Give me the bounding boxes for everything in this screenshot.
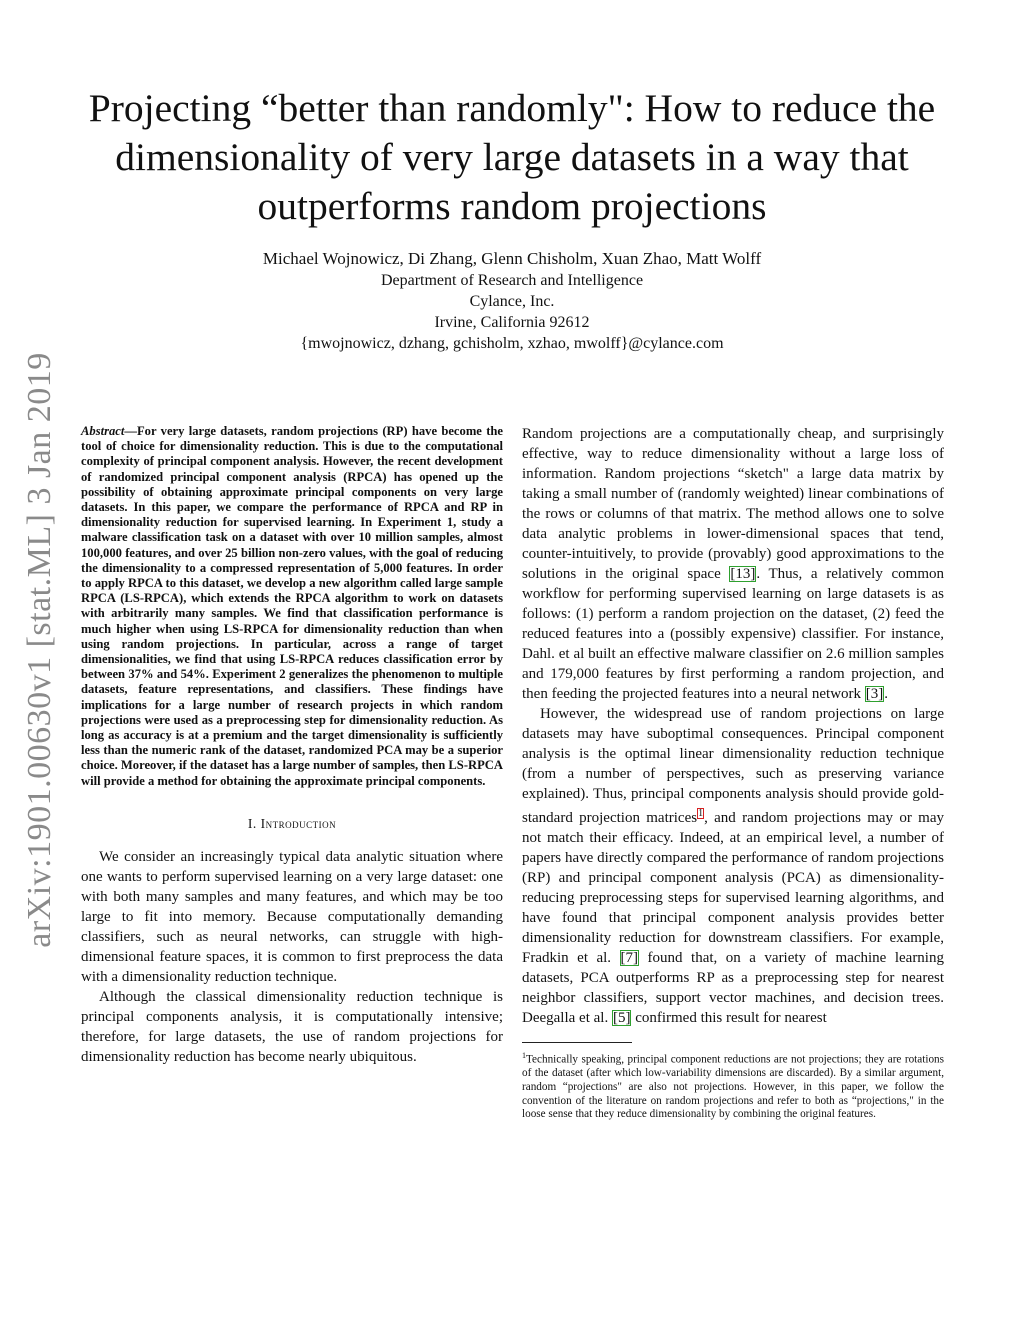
footnote-number: 1 (522, 1051, 526, 1060)
body-text: However, the widespread use of random projections on large datasets may have suboptimal consequences. Principal component analysis is the optimal linear dimensionality reduction technique (from a number of perspectives, such as preserving variance explained). Thus, principal components analysis should provide gold-standard projection matrices (522, 706, 944, 826)
body-text: . (884, 686, 889, 702)
body-text: Random projections are a computationally cheap, and surprisingly effective, way to reduce dimensionality without a large loss of information. Random projections “sketch" a large data matrix by taking a small number of (randomly weighted) linear combinations of the rows or columns of that matrix. The method allows one to solve data analytic problems in lower-dimensional spaces that tend, counter-intuitively, to provide (provably) good approximations to the solutions in the original space (522, 426, 944, 582)
affiliation-location: Irvine, California 92612 (434, 314, 590, 331)
section-number: I. (247, 815, 257, 831)
section-title: Introduction (260, 815, 337, 831)
citation-link-7[interactable]: [7] (620, 950, 639, 966)
body-text: confirmed this result for nearest (631, 1010, 827, 1026)
footnote-1 (522, 1049, 944, 1122)
abstract-text: For very large datasets, random projections (RP) have become the tool of choice for dimensionality reduction. This is due to the computational complexity of principal component analysis. However, the recent development of randomized principal component analysis (RPCA) has opened up the possibility of obtaining approximate principal components on very large datasets. In this paper, we compare the performance of RPCA and RP in dimensionality reduction for supervised learning. In Experiment 1, study a malware classification task on a dataset with over 10 million samples, almost 100,000 features, and over 25 billion non-zero values, with the goal of reducing the dimensionality to a compressed representation of 5,000 features. In order to apply RPCA to this dataset, we develop a new algorithm called large sample RPCA (LS-RPCA), which extends the RPCA algorithm to work on datasets with arbitrarily many samples. We find that classification performance is much higher when using LS-RPCA for dimensionality reduction than when using random projections. In particular, across a range of target dimensionalities, we find that using LS-RPCA reduces classification error by between 37% and 54%. Experiment 2 generalizes the phenomenon to multiple datasets, feature representations, and classifiers. These findings have implications for a large number of research projects in which random projections were used as a preprocessing step for dimensionality reduction. As long as accuracy is at a premium and the target dimensionality is sufficiently less than the numeric rank of the dataset, randomized PCA may be a superior choice. Moreover, if the dataset has a large number of samples, then LS-RPCA will provide a method for obtaining the approximate principal components. (81, 424, 503, 788)
abstract (81, 424, 503, 789)
citation-link-3[interactable]: [3] (865, 686, 884, 702)
section-heading-introduction (81, 815, 503, 833)
intro-paragraph-2: Although the classical dimensionality reduction technique is principal components analysis, it is computationally intensive; therefore, for large datasets, the use of random projections for dimensionality reduction has become nearly ubiquitous. (81, 988, 503, 1065)
paper-title: Projecting “better than randomly": How to reduce the dimensionality of very large datasets in a way that outperforms random projections (88, 86, 936, 228)
footnote-text: Technically speaking, principal component reductions are not projections; they are rotations of the dataset (after which low-variability dimensions are discarded). By a similar argument, random “projections" are also not projections. However, in this paper, we follow the convention of the literature on random projections and refer to both as “projections," in the loose sense that they reduce dimensionality by combining the original features. (522, 1053, 944, 1121)
body-text: . Thus, a relatively common workflow for performing supervised learning on large datasets is as follows: (1) perform a random projection on the dataset, (2) feed the reduced features into a (possibly expensive) classifier. For instance, Dahl. et al built an effective malware classifier on 2.6 million samples and 179,000 features by first performing a random projection, and then feeding the projected features into a neural network (522, 566, 944, 702)
intro-paragraph-1: We consider an increasingly typical data analytic situation where one wants to perform supervised learning on a very large dataset: one with both many samples and many features, and which may be too large to fit into memory. Because computationally demanding classifiers, such as neural networks, can struggle with high-dimensional feature spaces, it is common to first preprocess the data with a dimensionality reduction technique. (81, 848, 503, 985)
author-names: Michael Wojnowicz, Di Zhang, Glenn Chisholm, Xuan Zhao, Matt Wolff (262, 249, 762, 268)
body-paragraph-1 (522, 424, 944, 704)
abstract-dash: — (124, 424, 137, 438)
arxiv-identifier-text: arXiv:1901.00630v1 [stat.ML] 3 Jan 2019 (21, 352, 59, 948)
author-block (80, 248, 944, 354)
right-column (522, 424, 944, 1122)
left-column (81, 424, 503, 1067)
affiliation-company: Cylance, Inc. (469, 293, 555, 310)
citation-link-5[interactable]: [5] (612, 1010, 631, 1026)
affiliation-department: Department of Research and Intelligence (380, 272, 644, 289)
author-emails: {mwojnowicz, dzhang, gchisholm, xzhao, mwolff}@cylance.com (300, 335, 724, 352)
footnote-link-1[interactable]: 1 (698, 808, 704, 819)
body-text: , and random projections may or may not match their efficacy. Indeed, at an empirical level, a number of papers have directly compared the performance of random projections (RP) and principal component analysis (PCA) as dimensionality-reducing preprocessing steps for supervised learning algorithms, and have found that principal component analysis provides better dimensionality reduction for downstream classifiers. For example, Fradkin et al. (522, 810, 945, 966)
body-paragraph-2 (522, 704, 944, 1028)
arxiv-identifier (14, 352, 66, 948)
abstract-label: Abstract (81, 424, 125, 438)
footnote-divider (522, 1042, 632, 1043)
body-text: found that, on a variety of machine learning datasets, PCA outperforms RP as a preprocessing step for nearest neighbor classifiers, support vector machines, and decision trees. Deegalla et al. (522, 950, 944, 1026)
citation-link-13[interactable]: [13] (730, 566, 756, 582)
